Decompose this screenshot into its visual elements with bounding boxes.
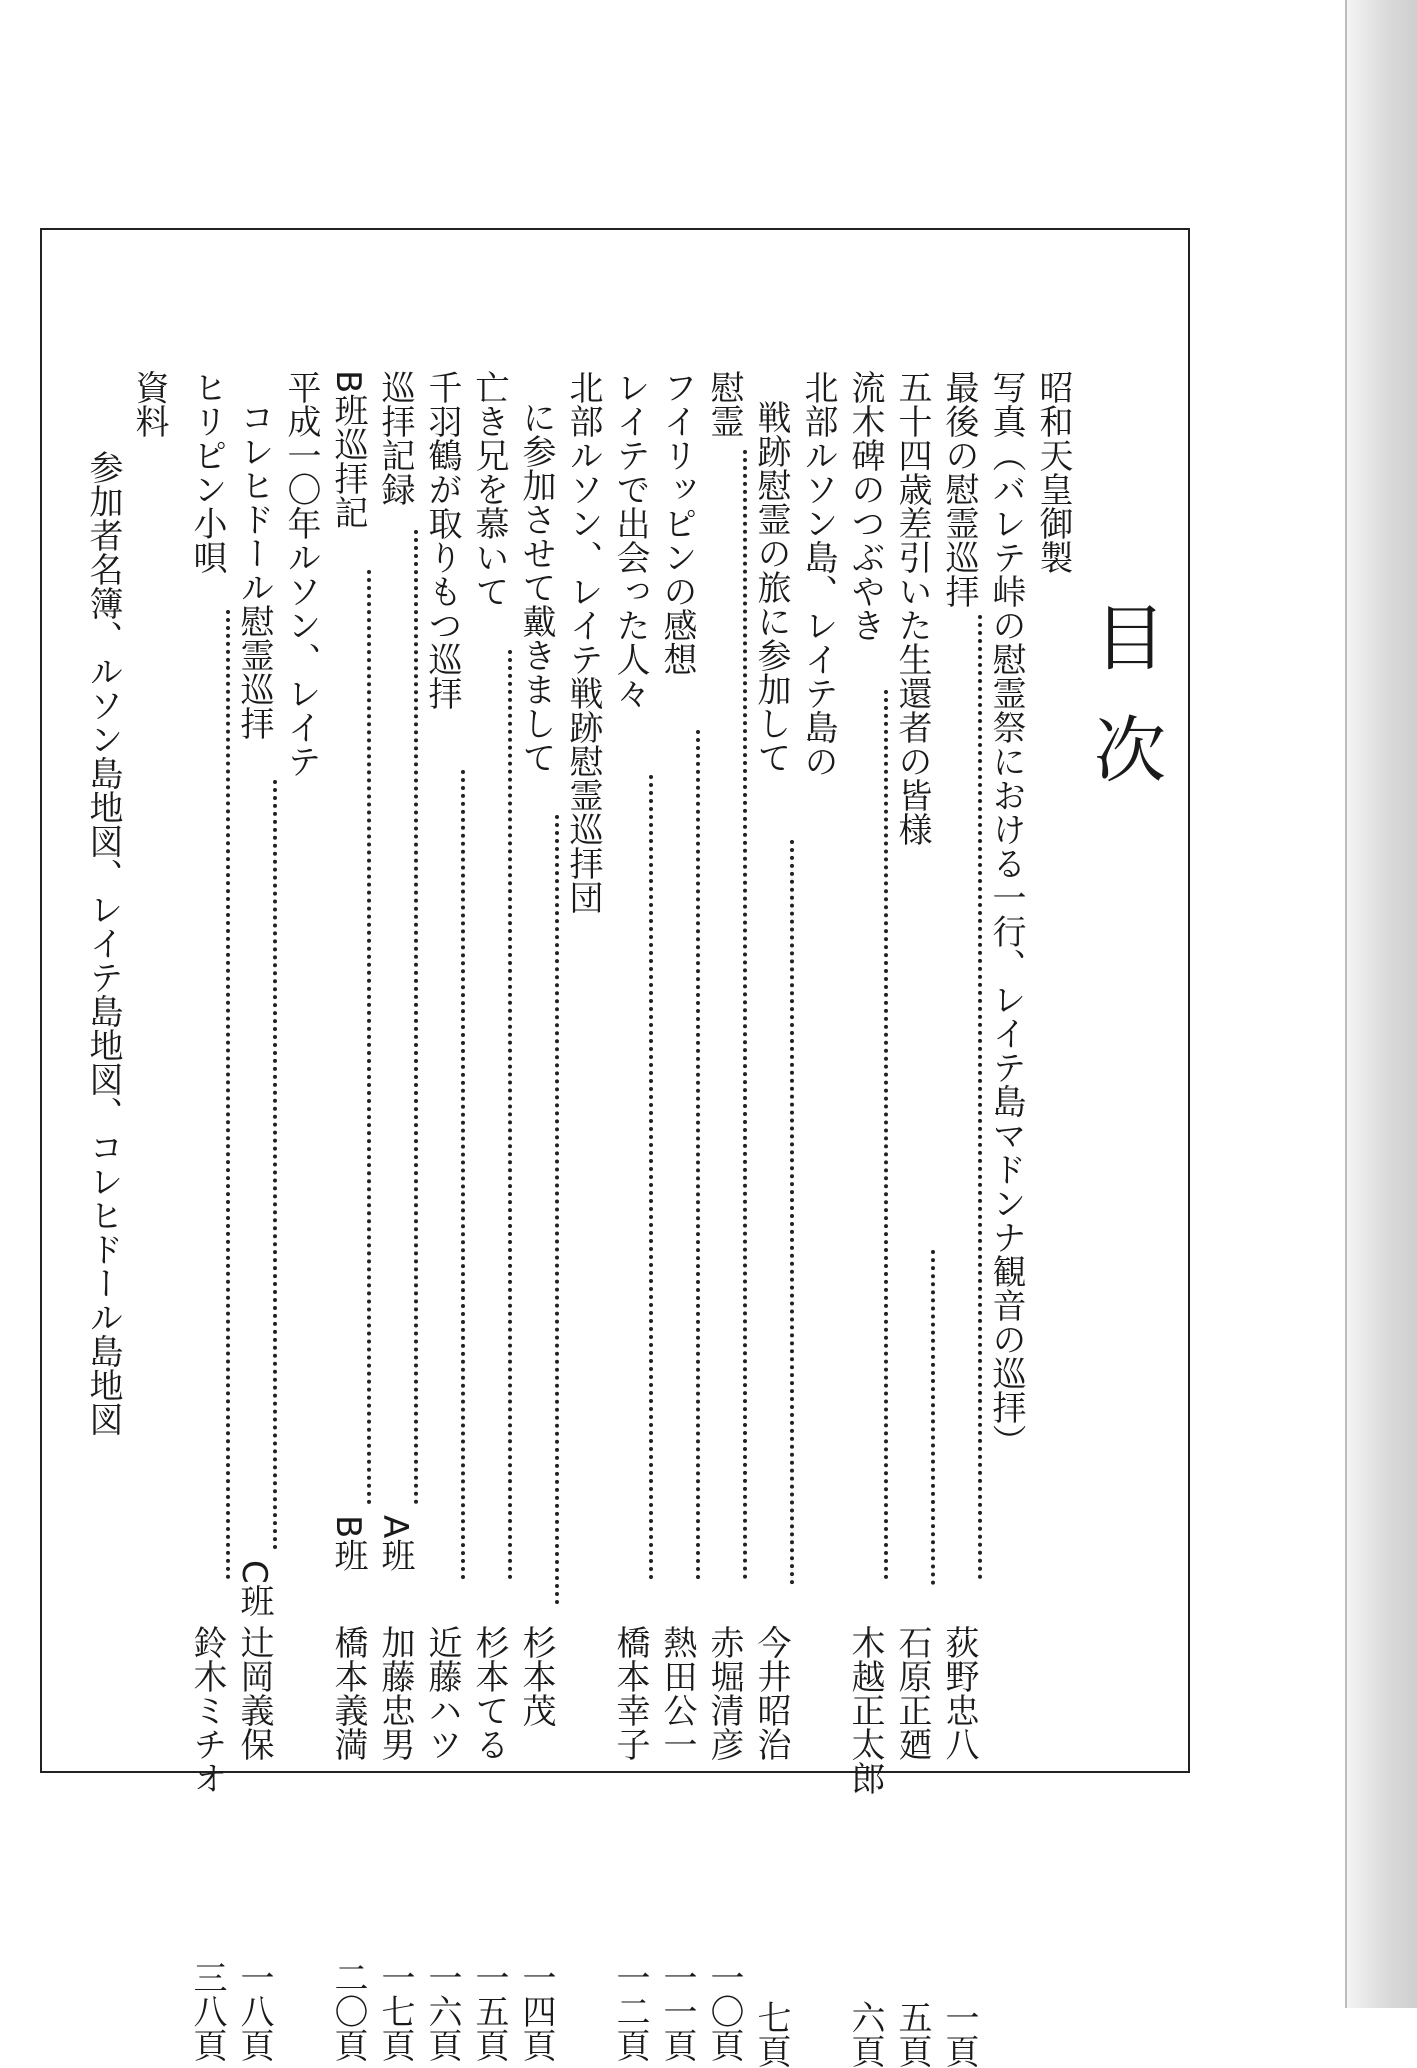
entry-author: 加藤忠男: [375, 1625, 415, 1761]
entry-text: 参加者名簿、ルソン島地図、レイテ島地図、コレヒドール島地図: [83, 450, 123, 1436]
entry-text: 五十四歳差引いた生還者の皆様: [892, 370, 932, 846]
entry-author: 杉本てる: [469, 1625, 509, 1761]
leader-dots: [722, 450, 747, 1580]
entry-page: 五頁: [892, 2000, 932, 2068]
entry-author: 荻野忠八: [939, 1625, 979, 1761]
entry-page: 一二頁: [610, 1960, 650, 2062]
toc-entry-e13: [466, 370, 512, 2062]
leader-dots: [675, 730, 700, 1580]
entry-page: 一四頁: [516, 1960, 556, 2062]
entry-author: 杉本茂: [516, 1625, 556, 1727]
entry-group: C班: [234, 1560, 274, 1618]
leader-dots: [957, 615, 982, 1580]
toc-entry-e17: [278, 370, 324, 1750]
entry-text: 流木碑のつぶやき: [845, 370, 885, 642]
entry-author: 熱田公一: [657, 1625, 697, 1761]
toc-entry-e14: [419, 370, 465, 2062]
toc-entry-e2: [983, 370, 1029, 1750]
entry-text: 戦跡慰霊の旅に参加して: [751, 400, 791, 774]
entry-author: 赤堀清彦: [704, 1625, 744, 1761]
toc-entry-e7: [748, 400, 794, 2068]
leader-dots: [393, 530, 418, 1505]
entry-author: 橋本幸子: [610, 1625, 650, 1761]
entry-page: 一一頁: [657, 1960, 697, 2062]
entry-author: 近藤ハツ: [422, 1625, 462, 1761]
toc-entry-e15: [372, 370, 418, 2062]
entry-text: 資料: [129, 370, 169, 438]
entry-text: 北部ルソン、レイテ戦跡慰霊巡拝団: [563, 370, 603, 914]
leader-dots: [440, 770, 465, 1580]
toc-entry-e20: [126, 370, 172, 1750]
toc-entry-e19: [184, 370, 230, 2062]
entry-text: コレヒドール慰霊巡拝: [234, 400, 274, 740]
toc-entry-e11: [560, 370, 606, 1750]
toc-entry-e6: [795, 370, 841, 1750]
page-title: 目次: [1082, 600, 1166, 824]
leader-dots: [628, 775, 653, 1580]
toc-entry-e21: [80, 450, 126, 1830]
entry-author: 木越正太郎: [845, 1625, 885, 1795]
toc-entry-e12: [513, 400, 559, 2062]
leader-dots: [910, 1250, 935, 1585]
toc-entry-e8: [701, 370, 747, 2062]
leader-dots: [863, 690, 888, 1580]
entry-text: B班巡拝記: [328, 370, 368, 530]
leader-dots: [487, 650, 512, 1580]
entry-text: 写真（バレテ峠の慰霊祭における一行、レイテ島マドンナ観音の巡拝）: [986, 370, 1026, 1458]
leader-dots: [769, 840, 794, 1585]
leader-dots: [346, 570, 371, 1505]
entry-text: 平成一〇年ルソン、レイテ: [281, 370, 321, 778]
entry-page: 六頁: [845, 2000, 885, 2068]
toc-entry-e18: [231, 400, 277, 2062]
entry-group: B班: [328, 1515, 368, 1573]
entry-group: A班: [375, 1515, 415, 1573]
leader-dots: [205, 610, 230, 1580]
entry-text: フイリッピンの感想: [657, 370, 697, 676]
entry-text: 最後の慰霊巡拝: [939, 370, 979, 608]
toc-entry-e10: [607, 370, 653, 2062]
toc-entry-e16: [325, 370, 371, 2062]
entry-text: に参加させて戴きまして: [516, 400, 556, 774]
page-shadow: [1347, 0, 1417, 2008]
toc-entry-e9: [654, 370, 700, 2062]
leader-dots: [534, 815, 559, 1605]
entry-text: 巡拝記録: [375, 370, 415, 506]
entry-page: 一七頁: [375, 1960, 415, 2062]
toc-entry-e1: [1030, 370, 1076, 1750]
leader-dots: [252, 780, 277, 1550]
entry-author: 石原正廼: [892, 1625, 932, 1761]
entry-text: ヒリピン小唄: [187, 370, 227, 574]
entry-author: 辻岡義保: [234, 1625, 274, 1761]
entry-text: レイテで出会った人々: [610, 370, 650, 710]
entry-text: 昭和天皇御製: [1033, 370, 1073, 574]
entry-page: 七頁: [751, 2000, 791, 2068]
entry-page: 一五頁: [469, 1960, 509, 2062]
toc-entry-e4: [889, 370, 935, 2068]
entry-page: 一六頁: [422, 1960, 462, 2062]
entry-page: 二〇頁: [328, 1960, 368, 2062]
entry-author: 今井昭治: [751, 1625, 791, 1761]
entry-page: 一〇頁: [704, 1960, 744, 2062]
entry-text: 千羽鶴が取りもつ巡拝: [422, 370, 462, 710]
entry-author: 鈴木ミチオ: [187, 1625, 227, 1795]
entry-text: 北部ルソン島、レイテ島の: [798, 370, 838, 778]
entry-page: 一八頁: [234, 1960, 274, 2062]
entry-page: 三八頁: [187, 1960, 227, 2062]
entry-page: 一頁: [939, 2000, 979, 2068]
entry-text: 亡き兄を慕いて: [469, 370, 509, 608]
toc-entry-e3: [936, 370, 982, 2068]
toc-entry-e5: [842, 370, 888, 2068]
entry-text: 慰霊: [704, 370, 744, 438]
entry-author: 橋本義満: [328, 1625, 368, 1761]
